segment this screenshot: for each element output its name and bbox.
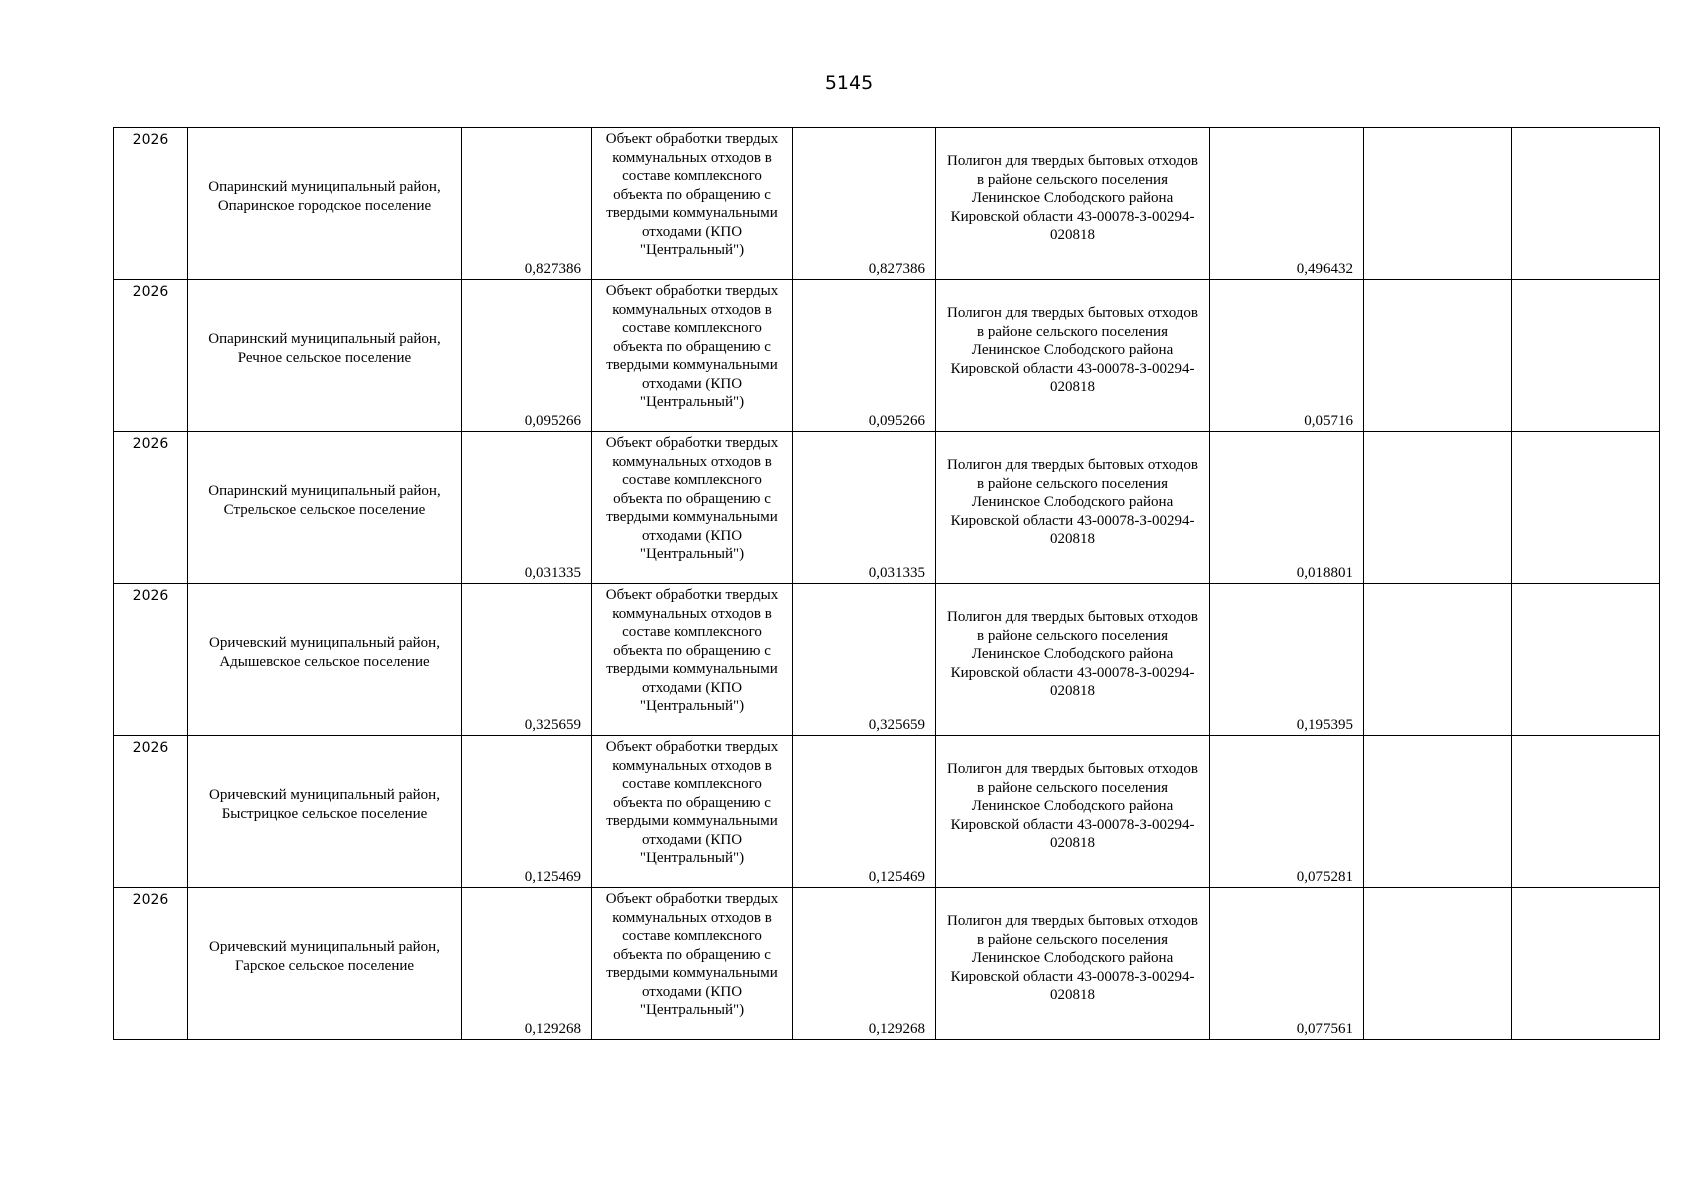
year-cell (114, 736, 188, 888)
empty-cell-1 (1364, 584, 1512, 736)
municipality-name: Опаринский муниципальный район, Речное сельское поселение (208, 331, 441, 366)
landfill-name: Полигон для твердых бытовых отходов в районе сельского поселения Ленинское Слободского района Кировской области 43-00078-З-00294-020818 (947, 305, 1198, 396)
amount-1-value: 0,129268 (524, 1020, 581, 1037)
amount-1-value: 0,827386 (524, 260, 581, 277)
amount-3-cell (1210, 584, 1364, 736)
table-row (114, 584, 1660, 736)
landfill-name: Полигон для твердых бытовых отходов в районе сельского поселения Ленинское Слободского района Кировской области 43-00078-З-00294-020818 (947, 913, 1198, 1004)
table-row (114, 432, 1660, 584)
amount-2-cell (793, 584, 936, 736)
amount-3-value: 0,018801 (1296, 564, 1353, 581)
amount-1-cell (462, 736, 592, 888)
year-cell (114, 432, 188, 584)
empty-cell-2 (1512, 736, 1660, 888)
empty-cell-2 (1512, 280, 1660, 432)
amount-3-cell (1210, 128, 1364, 280)
empty-cell-1 (1364, 280, 1512, 432)
year-value: 2026 (132, 588, 169, 604)
facility-cell (592, 888, 793, 1040)
landfill-cell (936, 128, 1210, 280)
municipality-name: Оричевский муниципальный район, Адышевское сельское поселение (209, 635, 440, 670)
amount-2-value: 0,095266 (868, 412, 925, 429)
year-value: 2026 (132, 284, 169, 300)
landfill-cell (936, 888, 1210, 1040)
year-cell (114, 280, 188, 432)
municipality-cell (188, 888, 462, 1040)
amount-1-value: 0,095266 (524, 412, 581, 429)
amount-1-cell (462, 888, 592, 1040)
amount-2-cell (793, 888, 936, 1040)
amount-1-value: 0,325659 (524, 716, 581, 733)
amount-1-cell (462, 584, 592, 736)
municipality-cell (188, 432, 462, 584)
amount-2-cell (793, 736, 936, 888)
amount-3-value: 0,496432 (1296, 260, 1353, 277)
municipality-cell (188, 584, 462, 736)
facility-cell (592, 128, 793, 280)
amount-2-value: 0,031335 (868, 564, 925, 581)
facility-name: Объект обработки твердых коммунальных отходов в составе комплексного объекта по обращению с твердыми коммунальными отходами (КПО "Центральный") (605, 891, 779, 1018)
empty-cell-1 (1364, 888, 1512, 1040)
amount-3-cell (1210, 736, 1364, 888)
amount-1-cell (462, 128, 592, 280)
amount-2-value: 0,827386 (868, 260, 925, 277)
facility-name: Объект обработки твердых коммунальных отходов в составе комплексного объекта по обращению с твердыми коммунальными отходами (КПО "Центральный") (605, 587, 779, 714)
empty-cell-2 (1512, 432, 1660, 584)
amount-1-cell (462, 432, 592, 584)
facility-name: Объект обработки твердых коммунальных отходов в составе комплексного объекта по обращению с твердыми коммунальными отходами (КПО "Центральный") (605, 435, 779, 562)
municipality-name: Оричевский муниципальный район, Гарское сельское поселение (209, 939, 440, 974)
year-cell (114, 584, 188, 736)
amount-3-cell (1210, 888, 1364, 1040)
landfill-cell (936, 584, 1210, 736)
year-value: 2026 (132, 436, 169, 452)
amount-3-cell (1210, 432, 1364, 584)
amount-3-value: 0,077561 (1296, 1020, 1353, 1037)
facility-cell (592, 280, 793, 432)
landfill-cell (936, 432, 1210, 584)
empty-cell-1 (1364, 432, 1512, 584)
municipality-name: Оричевский муниципальный район, Быстрицкое сельское поселение (209, 787, 440, 822)
table-row (114, 888, 1660, 1040)
municipality-name: Опаринский муниципальный район, Опаринское городское поселение (208, 179, 441, 214)
municipality-cell (188, 280, 462, 432)
municipality-cell (188, 128, 462, 280)
amount-1-value: 0,031335 (524, 564, 581, 581)
facility-name: Объект обработки твердых коммунальных отходов в составе комплексного объекта по обращению с твердыми коммунальными отходами (КПО "Центральный") (605, 283, 779, 410)
year-value: 2026 (132, 740, 169, 756)
page-number: 5145 (824, 72, 874, 94)
facility-name: Объект обработки твердых коммунальных отходов в составе комплексного объекта по обращению с твердыми коммунальными отходами (КПО "Центральный") (605, 131, 779, 258)
landfill-cell (936, 736, 1210, 888)
amount-3-value: 0,05716 (1304, 412, 1353, 429)
landfill-name: Полигон для твердых бытовых отходов в районе сельского поселения Ленинское Слободского района Кировской области 43-00078-З-00294-020818 (947, 761, 1198, 852)
landfill-cell (936, 280, 1210, 432)
amount-2-value: 0,129268 (868, 1020, 925, 1037)
year-value: 2026 (132, 892, 169, 908)
amount-3-value: 0,075281 (1296, 868, 1353, 885)
empty-cell-2 (1512, 584, 1660, 736)
empty-cell-2 (1512, 128, 1660, 280)
facility-cell (592, 584, 793, 736)
facility-name: Объект обработки твердых коммунальных отходов в составе комплексного объекта по обращению с твердыми коммунальными отходами (КПО "Центральный") (605, 739, 779, 866)
landfill-name: Полигон для твердых бытовых отходов в районе сельского поселения Ленинское Слободского района Кировской области 43-00078-З-00294-020818 (947, 153, 1198, 244)
landfill-name: Полигон для твердых бытовых отходов в районе сельского поселения Ленинское Слободского района Кировской области 43-00078-З-00294-020818 (947, 609, 1198, 700)
table-row (114, 128, 1660, 280)
empty-cell-1 (1364, 736, 1512, 888)
year-cell (114, 888, 188, 1040)
table-body (114, 128, 1660, 1040)
landfill-name: Полигон для твердых бытовых отходов в районе сельского поселения Ленинское Слободского района Кировской области 43-00078-З-00294-020818 (947, 457, 1198, 548)
municipality-name: Опаринский муниципальный район, Стрельское сельское поселение (208, 483, 441, 518)
amount-2-value: 0,325659 (868, 716, 925, 733)
facility-cell (592, 432, 793, 584)
table-row (114, 280, 1660, 432)
amount-2-value: 0,125469 (868, 868, 925, 885)
amount-1-cell (462, 280, 592, 432)
year-value: 2026 (132, 132, 169, 148)
waste-flow-table (113, 127, 1660, 1040)
amount-3-cell (1210, 280, 1364, 432)
amount-2-cell (793, 128, 936, 280)
amount-2-cell (793, 280, 936, 432)
amount-2-cell (793, 432, 936, 584)
municipality-cell (188, 736, 462, 888)
table-row (114, 736, 1660, 888)
year-cell (114, 128, 188, 280)
facility-cell (592, 736, 793, 888)
empty-cell-2 (1512, 888, 1660, 1040)
amount-3-value: 0,195395 (1296, 716, 1353, 733)
amount-1-value: 0,125469 (524, 868, 581, 885)
empty-cell-1 (1364, 128, 1512, 280)
